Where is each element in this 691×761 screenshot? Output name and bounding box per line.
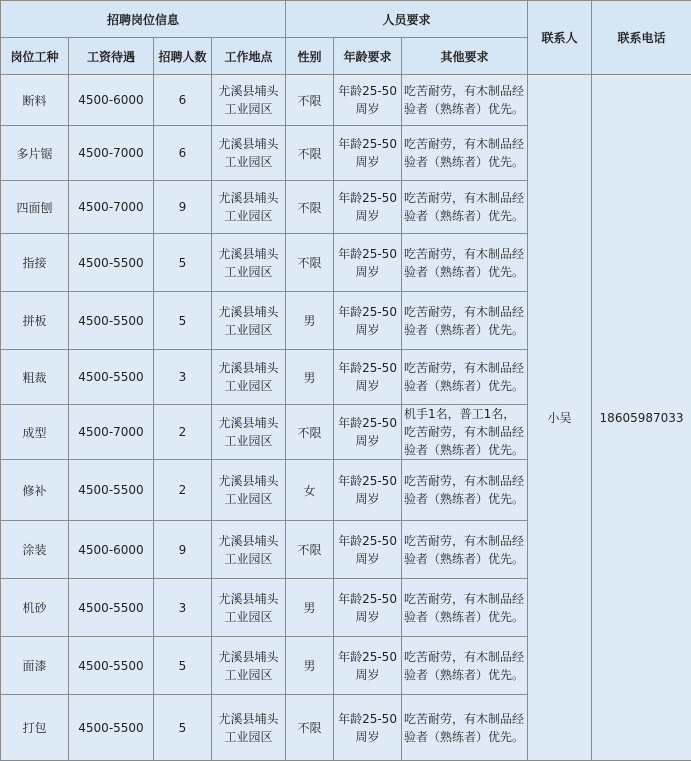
header-contact: 联系人 <box>528 1 592 75</box>
cell-location <box>212 521 286 579</box>
cell-age <box>334 695 402 761</box>
cell-age <box>334 126 402 181</box>
location-line: 工业园区 <box>212 321 285 339</box>
age-line: 周岁 <box>334 490 401 508</box>
table-body <box>1 75 691 761</box>
age-line: 年龄25-50 <box>334 590 401 608</box>
cell-other <box>402 75 528 126</box>
location-line: 工业园区 <box>212 100 285 118</box>
age-line: 年龄25-50 <box>334 414 401 432</box>
cell-gender: 不限 <box>286 521 334 579</box>
cell-gender: 女 <box>286 460 334 521</box>
cell-count: 5 <box>154 234 212 292</box>
location-line: 尤溪县埔头 <box>212 245 285 263</box>
cell-position: 修补 <box>1 460 69 521</box>
location-line: 工业园区 <box>212 728 285 746</box>
location-line: 尤溪县埔头 <box>212 135 285 153</box>
age-line: 年龄25-50 <box>334 710 401 728</box>
age-line: 周岁 <box>334 263 401 281</box>
cell-count: 3 <box>154 579 212 637</box>
header-group-position: 招聘岗位信息 <box>1 1 286 38</box>
cell-count: 5 <box>154 292 212 350</box>
location-line: 尤溪县埔头 <box>212 303 285 321</box>
other-requirement-line: 机手1名，普工1名， <box>404 405 527 423</box>
cell-position: 断料 <box>1 75 69 126</box>
cell-age <box>334 460 402 521</box>
cell-other <box>402 695 528 761</box>
cell-location <box>212 695 286 761</box>
cell-position: 面漆 <box>1 637 69 695</box>
cell-gender: 男 <box>286 579 334 637</box>
cell-other <box>402 637 528 695</box>
cell-position: 打包 <box>1 695 69 761</box>
other-requirement-line: 吃苦耐劳，有木制品经 <box>404 532 527 550</box>
other-requirement-line: 验者（熟练者）优先。 <box>404 153 527 171</box>
cell-gender: 不限 <box>286 126 334 181</box>
cell-other <box>402 460 528 521</box>
location-line: 工业园区 <box>212 550 285 568</box>
header-count: 招聘人数 <box>154 38 212 75</box>
age-line: 周岁 <box>334 728 401 746</box>
other-requirement-line: 验者（熟练者）优先。 <box>404 263 527 281</box>
location-line: 工业园区 <box>212 207 285 225</box>
age-line: 年龄25-50 <box>334 532 401 550</box>
other-requirement-line: 吃苦耐劳，有木制品经 <box>404 245 527 263</box>
other-requirement-line: 验者（熟练者）优先。 <box>404 207 527 225</box>
contact-phone: 18605987033 <box>592 75 691 761</box>
header-gender: 性别 <box>286 38 334 75</box>
cell-salary: 4500-6000 <box>69 521 154 579</box>
location-line: 尤溪县埔头 <box>212 710 285 728</box>
cell-location <box>212 181 286 234</box>
other-requirement-line: 验者（熟练者）优先。 <box>404 550 527 568</box>
cell-other <box>402 126 528 181</box>
cell-count: 2 <box>154 460 212 521</box>
cell-location <box>212 126 286 181</box>
cell-other <box>402 234 528 292</box>
cell-gender: 不限 <box>286 695 334 761</box>
cell-age <box>334 350 402 405</box>
cell-position: 机砂 <box>1 579 69 637</box>
cell-salary: 4500-5500 <box>69 234 154 292</box>
header-age: 年龄要求 <box>334 38 402 75</box>
cell-age <box>334 181 402 234</box>
cell-position: 指接 <box>1 234 69 292</box>
cell-count: 6 <box>154 126 212 181</box>
cell-location <box>212 350 286 405</box>
age-line: 周岁 <box>334 153 401 171</box>
age-line: 周岁 <box>334 666 401 684</box>
cell-position: 粗裁 <box>1 350 69 405</box>
header-other: 其他要求 <box>402 38 528 75</box>
cell-count: 9 <box>154 181 212 234</box>
cell-count: 2 <box>154 405 212 460</box>
location-line: 工业园区 <box>212 263 285 281</box>
contact-name: 小吴 <box>528 75 592 761</box>
cell-salary: 4500-7000 <box>69 181 154 234</box>
cell-location <box>212 292 286 350</box>
other-requirement-line: 验者（熟练者）优先。 <box>404 377 527 395</box>
other-requirement-line: 吃苦耐劳，有木制品经 <box>404 303 527 321</box>
cell-age <box>334 521 402 579</box>
other-requirement-line: 吃苦耐劳，有木制品经 <box>404 590 527 608</box>
age-line: 年龄25-50 <box>334 303 401 321</box>
cell-position: 成型 <box>1 405 69 460</box>
location-line: 尤溪县埔头 <box>212 189 285 207</box>
cell-location <box>212 234 286 292</box>
age-line: 周岁 <box>334 608 401 626</box>
location-line: 工业园区 <box>212 377 285 395</box>
age-line: 周岁 <box>334 100 401 118</box>
other-requirement-line: 验者（熟练者）优先。 <box>404 728 527 746</box>
other-requirement-line: 验者（熟练者）优先。 <box>404 666 527 684</box>
cell-other <box>402 350 528 405</box>
cell-count: 9 <box>154 521 212 579</box>
age-line: 周岁 <box>334 377 401 395</box>
location-line: 尤溪县埔头 <box>212 472 285 490</box>
cell-other <box>402 292 528 350</box>
header-location: 工作地点 <box>212 38 286 75</box>
cell-salary: 4500-5500 <box>69 579 154 637</box>
location-line: 工业园区 <box>212 490 285 508</box>
other-requirement-line: 验者（熟练者）优先。 <box>404 608 527 626</box>
cell-position: 四面刨 <box>1 181 69 234</box>
other-requirement-line: 吃苦耐劳，有木制品经 <box>404 472 527 490</box>
header-phone: 联系电话 <box>592 1 691 75</box>
cell-age <box>334 75 402 126</box>
age-line: 周岁 <box>334 321 401 339</box>
cell-salary: 4500-7000 <box>69 405 154 460</box>
cell-salary: 4500-6000 <box>69 75 154 126</box>
cell-age <box>334 405 402 460</box>
cell-age <box>334 234 402 292</box>
cell-salary: 4500-5500 <box>69 637 154 695</box>
other-requirement-line: 验者（熟练者）优先。 <box>404 100 527 118</box>
location-line: 工业园区 <box>212 432 285 450</box>
other-requirement-line: 吃苦耐劳，有木制品经 <box>404 423 527 441</box>
table-row <box>1 75 691 126</box>
cell-count: 3 <box>154 350 212 405</box>
location-line: 尤溪县埔头 <box>212 648 285 666</box>
cell-location <box>212 405 286 460</box>
cell-age <box>334 292 402 350</box>
age-line: 年龄25-50 <box>334 359 401 377</box>
other-requirement-line: 吃苦耐劳，有木制品经 <box>404 710 527 728</box>
age-line: 年龄25-50 <box>334 245 401 263</box>
cell-age <box>334 637 402 695</box>
cell-position: 涂装 <box>1 521 69 579</box>
other-requirement-line: 吃苦耐劳，有木制品经 <box>404 189 527 207</box>
other-requirement-line: 吃苦耐劳，有木制品经 <box>404 82 527 100</box>
age-line: 年龄25-50 <box>334 135 401 153</box>
location-line: 尤溪县埔头 <box>212 532 285 550</box>
cell-other <box>402 521 528 579</box>
cell-gender: 不限 <box>286 75 334 126</box>
header-group-person: 人员要求 <box>286 1 528 38</box>
age-line: 年龄25-50 <box>334 472 401 490</box>
cell-other <box>402 579 528 637</box>
cell-count: 6 <box>154 75 212 126</box>
cell-other <box>402 405 528 460</box>
cell-gender: 不限 <box>286 234 334 292</box>
cell-gender: 不限 <box>286 405 334 460</box>
location-line: 尤溪县埔头 <box>212 414 285 432</box>
location-line: 尤溪县埔头 <box>212 359 285 377</box>
header-salary: 工资待遇 <box>69 38 154 75</box>
cell-location <box>212 75 286 126</box>
age-line: 周岁 <box>334 432 401 450</box>
other-requirement-line: 吃苦耐劳，有木制品经 <box>404 648 527 666</box>
cell-position: 拼板 <box>1 292 69 350</box>
cell-gender: 男 <box>286 292 334 350</box>
age-line: 年龄25-50 <box>334 189 401 207</box>
cell-gender: 男 <box>286 350 334 405</box>
other-requirement-line: 验者（熟练者）优先。 <box>404 441 527 459</box>
age-line: 周岁 <box>334 550 401 568</box>
cell-age <box>334 579 402 637</box>
age-line: 年龄25-50 <box>334 648 401 666</box>
cell-gender: 男 <box>286 637 334 695</box>
age-line: 周岁 <box>334 207 401 225</box>
location-line: 工业园区 <box>212 666 285 684</box>
other-requirement-line: 验者（熟练者）优先。 <box>404 490 527 508</box>
location-line: 工业园区 <box>212 153 285 171</box>
location-line: 尤溪县埔头 <box>212 82 285 100</box>
other-requirement-line: 吃苦耐劳，有木制品经 <box>404 359 527 377</box>
cell-salary: 4500-5500 <box>69 350 154 405</box>
cell-count: 5 <box>154 695 212 761</box>
cell-position: 多片锯 <box>1 126 69 181</box>
cell-salary: 4500-5500 <box>69 292 154 350</box>
cell-gender: 不限 <box>286 181 334 234</box>
cell-location <box>212 460 286 521</box>
cell-salary: 4500-5500 <box>69 695 154 761</box>
age-line: 年龄25-50 <box>334 82 401 100</box>
cell-location <box>212 637 286 695</box>
other-requirement-line: 吃苦耐劳，有木制品经 <box>404 135 527 153</box>
header-position: 岗位工种 <box>1 38 69 75</box>
location-line: 工业园区 <box>212 608 285 626</box>
cell-count: 5 <box>154 637 212 695</box>
cell-salary: 4500-7000 <box>69 126 154 181</box>
other-requirement-line: 验者（熟练者）优先。 <box>404 321 527 339</box>
cell-other <box>402 181 528 234</box>
cell-salary: 4500-5500 <box>69 460 154 521</box>
location-line: 尤溪县埔头 <box>212 590 285 608</box>
cell-location <box>212 579 286 637</box>
